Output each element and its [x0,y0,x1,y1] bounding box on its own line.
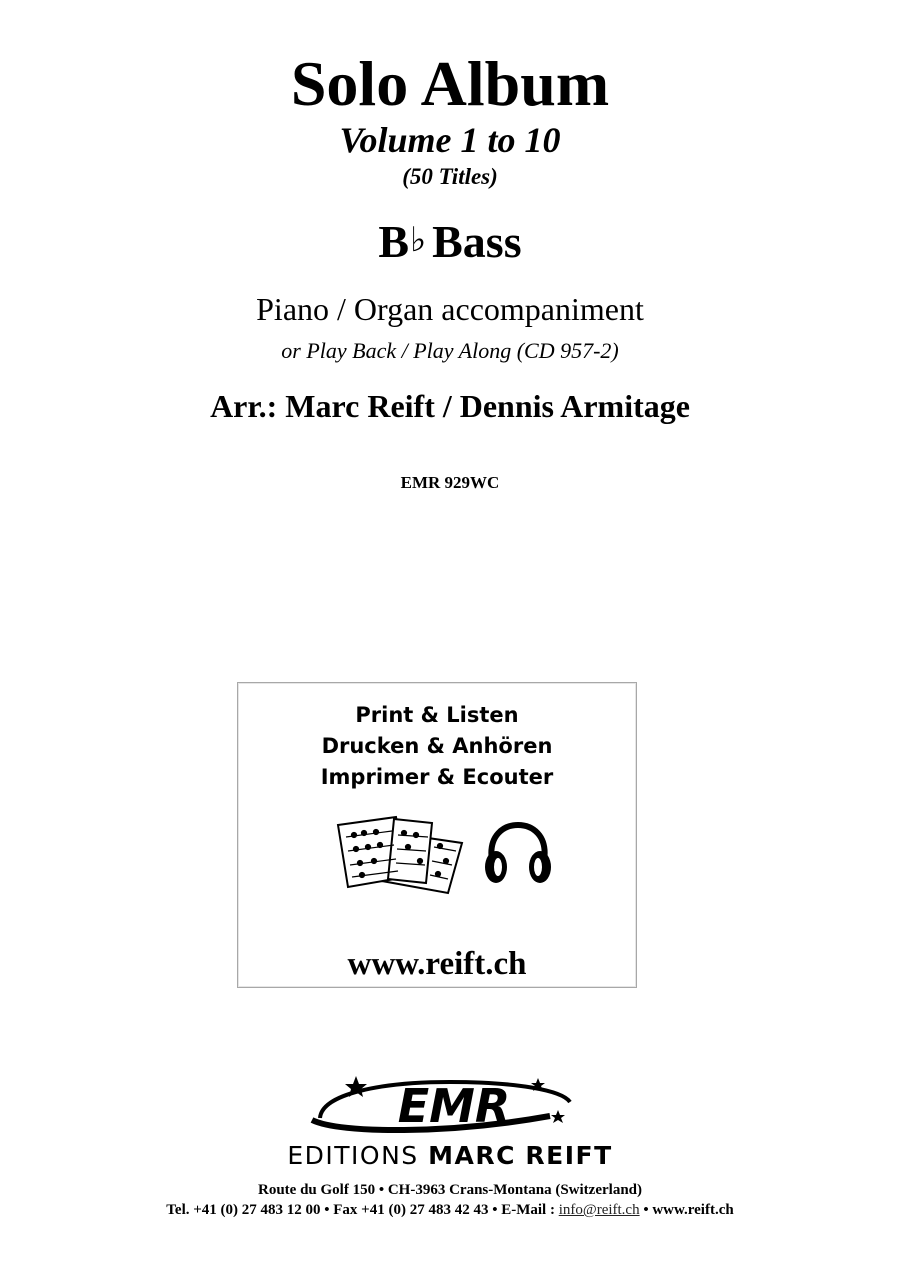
volume-subtitle: Volume 1 to 10 [339,120,561,160]
sheet-music-icon [334,815,470,895]
promo-line-french: Imprimer & Ecouter [320,765,554,789]
arranger-line: Arr.: Marc Reift / Dennis Armitage [210,388,690,424]
instrument-name: Bass [432,216,522,267]
publisher-name-reift: REIFT [525,1141,613,1170]
email-link[interactable]: info@reift.ch [558,1202,640,1218]
star-icon [551,1110,565,1123]
publisher-name-editions: EDITIONS [287,1141,419,1170]
publisher-contact [0,1200,900,1220]
promo-line-german: Drucken & Anhören [321,734,553,758]
promo-line-english: Print & Listen [355,703,519,727]
publisher-address: Route du Golf 150 • CH-3963 Crans-Montana (Switzerland) [258,1182,642,1198]
publisher-name [0,1140,900,1172]
print-listen-box [237,682,637,988]
publisher-name-marc: MARC [428,1141,516,1170]
catalog-code: EMR 929WC [400,473,500,492]
instrument-heading [0,214,900,275]
accompaniment-line: Piano / Organ accompaniment [256,291,644,327]
playback-line: or Play Back / Play Along (CD 957-2) [281,338,619,363]
logo-text: EMR [397,1079,511,1133]
instrument-letter: B [378,216,410,267]
contact-phone-fax: Tel. +41 (0) 27 483 12 00 • Fax +41 (0) 27 483 42 43 • E-Mail : [166,1202,559,1218]
flat-sign: ♭ [410,222,427,259]
emr-logo [300,1072,600,1142]
promo-website: www.reift.ch [347,946,527,982]
headphones-icon [482,821,554,889]
titles-count: (50 Titles) [402,164,498,189]
album-title: Solo Album [290,48,610,119]
contact-website: • www.reift.ch [639,1202,734,1218]
